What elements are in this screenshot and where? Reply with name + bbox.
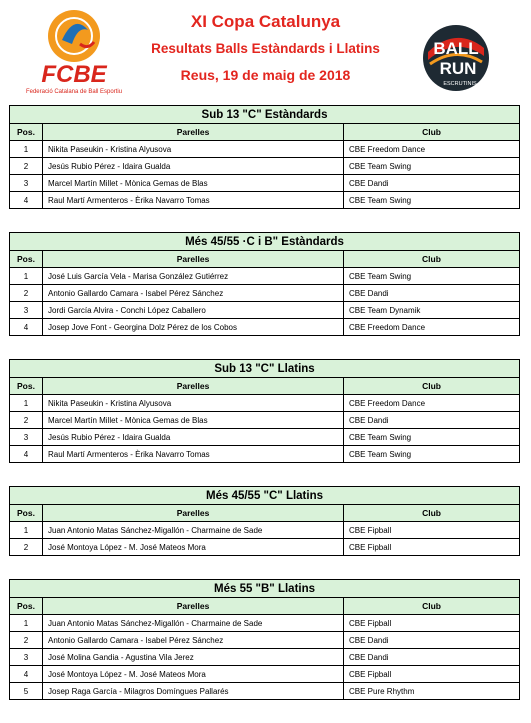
section-title-row bbox=[10, 360, 520, 378]
row-position: 2 bbox=[10, 285, 43, 302]
row-couple: Antonio Gallardo Camara - Isabel Pérez Sánchez bbox=[43, 285, 344, 302]
ballrun-logo-line2: RUN bbox=[439, 59, 477, 78]
ballrun-logo bbox=[420, 22, 492, 94]
row-couple: Nikita Paseukin - Kristina Alyusova bbox=[43, 395, 344, 412]
row-couple: José Luis García Vela - Marisa González Gutiérrez bbox=[43, 268, 344, 285]
section-title: Més 45/55 ·C i B" Estàndards bbox=[10, 233, 520, 251]
section-title-row bbox=[10, 487, 520, 505]
page-header bbox=[0, 0, 531, 96]
row-couple: Nikita Paseukin - Kristina Alyusova bbox=[43, 141, 344, 158]
row-club: CBE Dandi bbox=[344, 285, 520, 302]
column-header-row bbox=[10, 505, 520, 522]
row-club: CBE Fipball bbox=[344, 666, 520, 683]
column-header-parelles: Parelles bbox=[43, 378, 344, 395]
table-row bbox=[10, 522, 520, 539]
row-couple: Juan Antonio Matas Sánchez-Migallón - Charmaine de Sade bbox=[43, 522, 344, 539]
row-position: 2 bbox=[10, 632, 43, 649]
column-header-pos: Pos. bbox=[10, 251, 43, 268]
row-position: 1 bbox=[10, 268, 43, 285]
row-position: 1 bbox=[10, 615, 43, 632]
row-couple: Marcel Martín Millet - Mònica Gemas de Blas bbox=[43, 175, 344, 192]
row-position: 3 bbox=[10, 302, 43, 319]
column-header-pos: Pos. bbox=[10, 505, 43, 522]
column-header-club: Club bbox=[344, 598, 520, 615]
section-title-row bbox=[10, 580, 520, 598]
fcbe-logo-text: FCBE bbox=[41, 61, 107, 88]
table-row bbox=[10, 158, 520, 175]
row-couple: Josep Jove Font - Georgina Dolz Pérez de los Cobos bbox=[43, 319, 344, 336]
row-couple: Raul Martí Armenteros - Èrika Navarro Tomas bbox=[43, 446, 344, 463]
row-position: 4 bbox=[10, 446, 43, 463]
row-couple: José Montoya López - M. José Mateos Mora bbox=[43, 539, 344, 556]
row-club: CBE Freedom Dance bbox=[344, 319, 520, 336]
row-position: 3 bbox=[10, 649, 43, 666]
row-club: CBE Dandi bbox=[344, 412, 520, 429]
row-club: CBE Fipball bbox=[344, 522, 520, 539]
ballrun-logo-line1: BALL bbox=[433, 39, 479, 58]
row-club: CBE Fipball bbox=[344, 539, 520, 556]
results-table bbox=[9, 232, 520, 336]
column-header-pos: Pos. bbox=[10, 598, 43, 615]
column-header-pos: Pos. bbox=[10, 124, 43, 141]
row-couple: Jesús Rubio Pérez - Idaira Gualda bbox=[43, 429, 344, 446]
table-row bbox=[10, 319, 520, 336]
row-couple: Raul Martí Armenteros - Èrika Navarro Tomas bbox=[43, 192, 344, 209]
event-place-date: Reus, 19 de maig de 2018 bbox=[180, 67, 351, 83]
table-row bbox=[10, 632, 520, 649]
column-header-row bbox=[10, 378, 520, 395]
column-header-row bbox=[10, 598, 520, 615]
row-club: CBE Team Swing bbox=[344, 446, 520, 463]
table-row bbox=[10, 615, 520, 632]
column-header-parelles: Parelles bbox=[43, 598, 344, 615]
row-couple: José Montoya López - M. José Mateos Mora bbox=[43, 666, 344, 683]
ballrun-logo-tagline: ESCRUTINIS bbox=[443, 81, 477, 87]
row-position: 2 bbox=[10, 539, 43, 556]
table-row bbox=[10, 666, 520, 683]
row-couple: Jordi García Alvira - Conchi López Caballero bbox=[43, 302, 344, 319]
column-header-parelles: Parelles bbox=[43, 251, 344, 268]
row-couple: Marcel Martín Millet - Mònica Gemas de Blas bbox=[43, 412, 344, 429]
section-title: Més 55 "B" Llatins bbox=[10, 580, 520, 598]
table-row bbox=[10, 192, 520, 209]
fcbe-logo-tagline: Federació Catalana de Ball Esportiu bbox=[25, 89, 123, 95]
row-position: 5 bbox=[10, 683, 43, 700]
row-club: CBE Team Swing bbox=[344, 158, 520, 175]
section-title-row bbox=[10, 233, 520, 251]
column-header-club: Club bbox=[344, 378, 520, 395]
row-couple: Antonio Gallardo Camara - Isabel Pérez Sánchez bbox=[43, 632, 344, 649]
row-couple: José Molina Gandia - Agustina Vila Jerez bbox=[43, 649, 344, 666]
table-row bbox=[10, 446, 520, 463]
table-row bbox=[10, 141, 520, 158]
row-position: 1 bbox=[10, 141, 43, 158]
section-title-row bbox=[10, 106, 520, 124]
row-position: 2 bbox=[10, 412, 43, 429]
row-position: 4 bbox=[10, 192, 43, 209]
row-club: CBE Pure Rhythm bbox=[344, 683, 520, 700]
column-header-row bbox=[10, 251, 520, 268]
row-club: CBE Team Dynamik bbox=[344, 302, 520, 319]
column-header-parelles: Parelles bbox=[43, 124, 344, 141]
table-row bbox=[10, 649, 520, 666]
table-row bbox=[10, 539, 520, 556]
row-position: 1 bbox=[10, 522, 43, 539]
page-subtitle: Resultats Balls Estàndards i Llatins bbox=[151, 41, 380, 56]
row-position: 2 bbox=[10, 158, 43, 175]
row-club: CBE Dandi bbox=[344, 649, 520, 666]
column-header-club: Club bbox=[344, 251, 520, 268]
row-couple: Jesús Rubio Pérez - Idaira Gualda bbox=[43, 158, 344, 175]
row-club: CBE Team Swing bbox=[344, 192, 520, 209]
table-row bbox=[10, 302, 520, 319]
results-tables bbox=[9, 105, 519, 723]
row-club: CBE Dandi bbox=[344, 175, 520, 192]
results-table bbox=[9, 486, 520, 556]
row-couple: Josep Raga García - Milagros Domíngues Pallarés bbox=[43, 683, 344, 700]
table-row bbox=[10, 395, 520, 412]
row-club: CBE Dandi bbox=[344, 632, 520, 649]
column-header-club: Club bbox=[344, 505, 520, 522]
row-position: 4 bbox=[10, 319, 43, 336]
table-row bbox=[10, 285, 520, 302]
row-club: CBE Team Swing bbox=[344, 268, 520, 285]
section-title: Sub 13 "C" Llatins bbox=[10, 360, 520, 378]
row-club: CBE Team Swing bbox=[344, 429, 520, 446]
page-title: XI Copa Catalunya bbox=[190, 12, 341, 31]
column-header-parelles: Parelles bbox=[43, 505, 344, 522]
row-position: 3 bbox=[10, 175, 43, 192]
row-couple: Juan Antonio Matas Sánchez-Migallón - Charmaine de Sade bbox=[43, 615, 344, 632]
column-header-row bbox=[10, 124, 520, 141]
table-row bbox=[10, 268, 520, 285]
column-header-club: Club bbox=[344, 124, 520, 141]
row-position: 3 bbox=[10, 429, 43, 446]
table-row bbox=[10, 175, 520, 192]
section-title: Sub 13 "C" Estàndards bbox=[10, 106, 520, 124]
table-row bbox=[10, 429, 520, 446]
row-position: 1 bbox=[10, 395, 43, 412]
table-row bbox=[10, 412, 520, 429]
row-club: CBE Fipball bbox=[344, 615, 520, 632]
row-position: 4 bbox=[10, 666, 43, 683]
results-table bbox=[9, 359, 520, 463]
section-title: Més 45/55 "C" Llatins bbox=[10, 487, 520, 505]
table-row bbox=[10, 683, 520, 700]
column-header-pos: Pos. bbox=[10, 378, 43, 395]
results-table bbox=[9, 105, 520, 209]
row-club: CBE Freedom Dance bbox=[344, 141, 520, 158]
row-club: CBE Freedom Dance bbox=[344, 395, 520, 412]
